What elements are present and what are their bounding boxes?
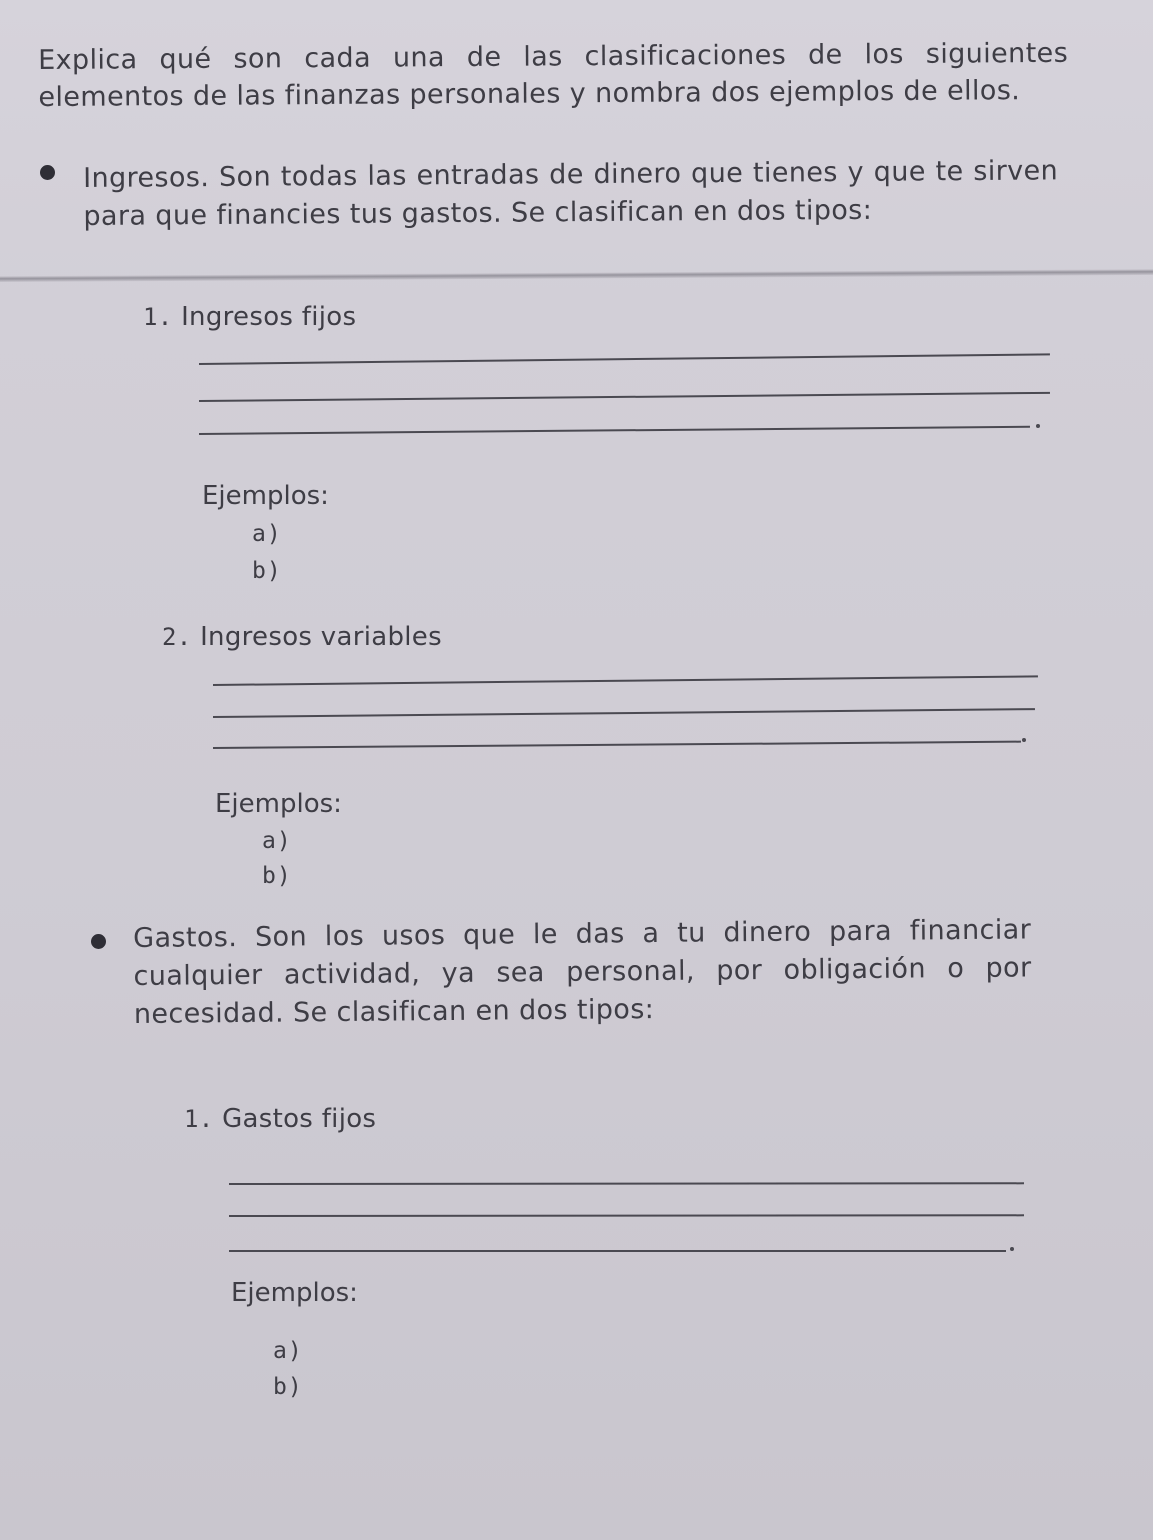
ingresos-variables-title: Ingresos variables <box>200 622 442 652</box>
ingresos-variables-option-a: a) <box>262 828 292 854</box>
line-end-period <box>1022 738 1026 742</box>
gastos-fijos-ejemplos-label: Ejemplos: <box>231 1278 358 1308</box>
line-end-period <box>1036 424 1040 428</box>
ingresos-variables-option-b: b) <box>262 863 292 889</box>
ingresos-fijos-title: Ingresos fijos <box>181 302 357 332</box>
ingresos-variables-number: 2. <box>162 623 192 651</box>
gastos-fijos-number: 1. <box>184 1105 214 1133</box>
paper-fold-shadow <box>0 269 1153 282</box>
gastos-fijos-answer-line-2[interactable] <box>229 1214 1024 1217</box>
gastos-fijos-title: Gastos fijos <box>222 1104 377 1134</box>
gastos-fijos-answer-line-1[interactable] <box>229 1182 1024 1185</box>
bullet-dot-icon <box>40 165 55 180</box>
gastos-fijos-option-a: a) <box>273 1338 303 1364</box>
ingresos-variables-answer-line-1[interactable] <box>213 675 1038 686</box>
ingresos-variables-answer-line-2[interactable] <box>213 708 1035 718</box>
ingresos-fijos-option-b: b) <box>252 558 282 584</box>
ingresos-fijos-heading <box>143 302 356 332</box>
ingresos-fijos-answer-line-3[interactable] <box>199 426 1030 435</box>
instructions-text: Explica qué son cada una de las clasificaciones de los siguientes elementos de las finanzas personales y nombra dos ejemplos de ellos. <box>38 37 1069 113</box>
ingresos-fijos-answer-line-2[interactable] <box>199 392 1050 402</box>
gastos-fijos-answer-line-3[interactable] <box>229 1250 1006 1252</box>
ingresos-variables-ejemplos-label: Ejemplos: <box>215 789 342 819</box>
bullet-dot-icon <box>91 934 106 949</box>
ingresos-fijos-option-a: a) <box>252 521 282 547</box>
ingresos-fijos-answer-line-1[interactable] <box>199 353 1050 365</box>
ingresos-fijos-number: 1. <box>143 303 173 331</box>
gastos-description: Gastos. Son los usos que le das a tu dinero para financiar cualquier actividad, ya sea personal, por obligación o por necesidad. Se clasifican en dos tipos: <box>133 914 1032 1030</box>
ingresos-variables-answer-line-3[interactable] <box>213 741 1021 749</box>
line-end-period <box>1010 1247 1014 1251</box>
gastos-fijos-option-b: b) <box>273 1374 303 1400</box>
ingresos-fijos-ejemplos-label: Ejemplos: <box>202 481 329 511</box>
gastos-fijos-heading <box>184 1104 376 1134</box>
ingresos-description: Ingresos. Son todas las entradas de dinero que tienes y que te sirven para que financies tus gastos. Se clasifican en dos tipos: <box>83 155 1059 232</box>
ingresos-variables-heading <box>162 622 442 652</box>
